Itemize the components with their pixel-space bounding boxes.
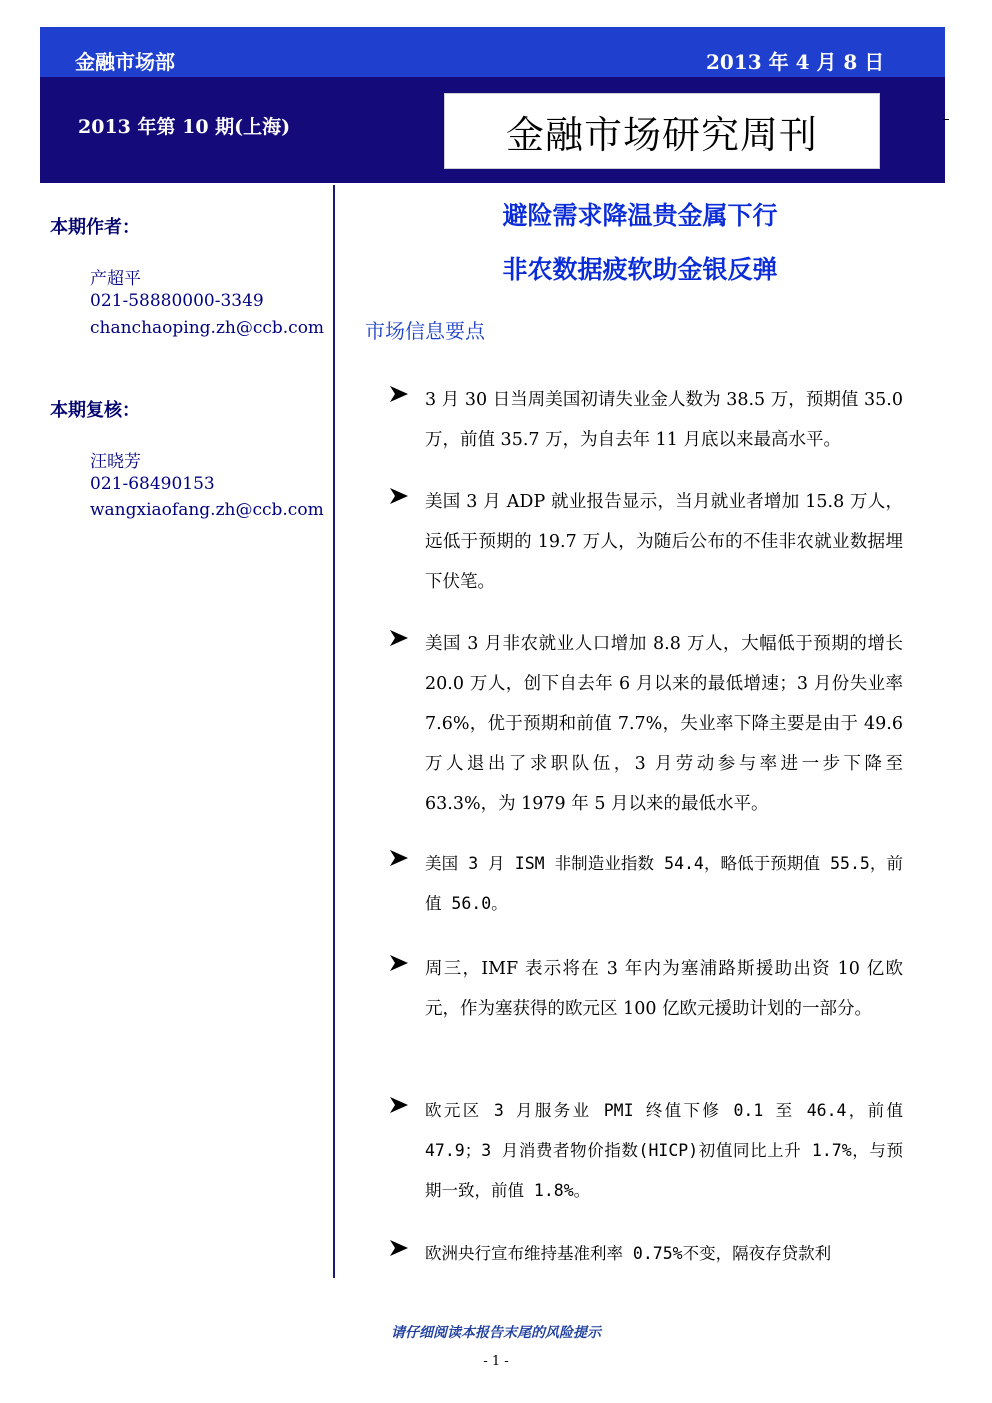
arrow-bullet-icon bbox=[388, 1239, 410, 1257]
department-name: 金融市场部 bbox=[75, 50, 175, 74]
bullet-text: 欧元区 3 月服务业 PMI 终值下修 0.1 至 46.4，前值 47.9；3 月消费者物价指数(HICP)初值同比上升 1.7%，与预期一致，前值 1.8%。 bbox=[425, 1101, 903, 1200]
headline-secondary: 非农数据疲软助金银反弹 bbox=[502, 255, 778, 284]
author-name: 产超平 bbox=[90, 269, 141, 289]
issue-number: 2013 年第 10 期(上海) bbox=[78, 116, 291, 138]
reviewer-label: 本期复核： bbox=[50, 400, 140, 421]
headline-primary: 避险需求降温贵金属下行 bbox=[502, 201, 778, 230]
column-divider bbox=[333, 185, 335, 1278]
header-tick-mark bbox=[943, 119, 949, 120]
bullet-text: 欧洲央行宣布维持基准利率 0.75%不变，隔夜存贷款利 bbox=[425, 1244, 832, 1263]
publication-title: 金融市场研究周刊 bbox=[505, 112, 818, 157]
bullet-item bbox=[388, 482, 903, 602]
issue-date: 2013 年 4 月 8 日 bbox=[706, 50, 885, 74]
author-phone: 021-58880000-3349 bbox=[90, 291, 264, 311]
bullet-item bbox=[388, 1091, 903, 1211]
bullet-text: 3 月 30 日当周美国初请失业金人数为 38.5 万，预期值 35.0 万，前值 35.7 万，为自去年 11 月底以来最高水平。 bbox=[425, 390, 903, 450]
bullet-item bbox=[388, 1234, 903, 1274]
bullet-text: 美国 3 月 ISM 非制造业指数 54.4，略低于预期值 55.5，前值 56.0。 bbox=[425, 854, 903, 913]
bullet-item bbox=[388, 844, 903, 924]
risk-disclaimer-note: 请仔细阅读本报告末尾的风险提示 bbox=[391, 1325, 601, 1341]
arrow-bullet-icon bbox=[388, 954, 410, 972]
bullet-item bbox=[388, 949, 903, 1029]
reviewer-phone: 021-68490153 bbox=[90, 474, 215, 494]
author-email[interactable]: chanchaoping.zh@ccb.com bbox=[90, 318, 325, 338]
publication-title-box bbox=[444, 93, 880, 169]
arrow-bullet-icon bbox=[388, 487, 410, 505]
arrow-bullet-icon bbox=[388, 385, 410, 403]
page-number: - 1 - bbox=[483, 1354, 509, 1369]
bullet-item bbox=[388, 380, 903, 460]
bullet-text: 美国 3 月非农就业人口增加 8.8 万人，大幅低于预期的增长 20.0 万人，创下自去年 6 月以来的最低增速；3 月份失业率 7.6%，优于预期和前值 7.7%，失业率下降主要是由于 49.6 万人退出了求职队伍，3 月劳动参与率进一步下降至 63.3%，为 1979 年 5 月以来的最低水平。 bbox=[425, 634, 903, 814]
bullet-text: 周三，IMF 表示将在 3 年内为塞浦路斯援助出资 10 亿欧元，作为塞获得的欧元区 100 亿欧元援助计划的一部分。 bbox=[425, 959, 903, 1019]
reviewer-name: 汪晓芳 bbox=[90, 452, 141, 472]
arrow-bullet-icon bbox=[388, 629, 410, 647]
bullet-text: 美国 3 月 ADP 就业报告显示，当月就业者增加 15.8 万人，远低于预期的 19.7 万人，为随后公布的不佳非农就业数据埋下伏笔。 bbox=[425, 492, 903, 592]
author-label: 本期作者： bbox=[50, 217, 140, 238]
arrow-bullet-icon bbox=[388, 849, 410, 867]
bullet-item bbox=[388, 624, 903, 824]
reviewer-email[interactable]: wangxiaofang.zh@ccb.com bbox=[90, 500, 324, 520]
section-title: 市场信息要点 bbox=[365, 319, 485, 343]
arrow-bullet-icon bbox=[388, 1096, 410, 1114]
